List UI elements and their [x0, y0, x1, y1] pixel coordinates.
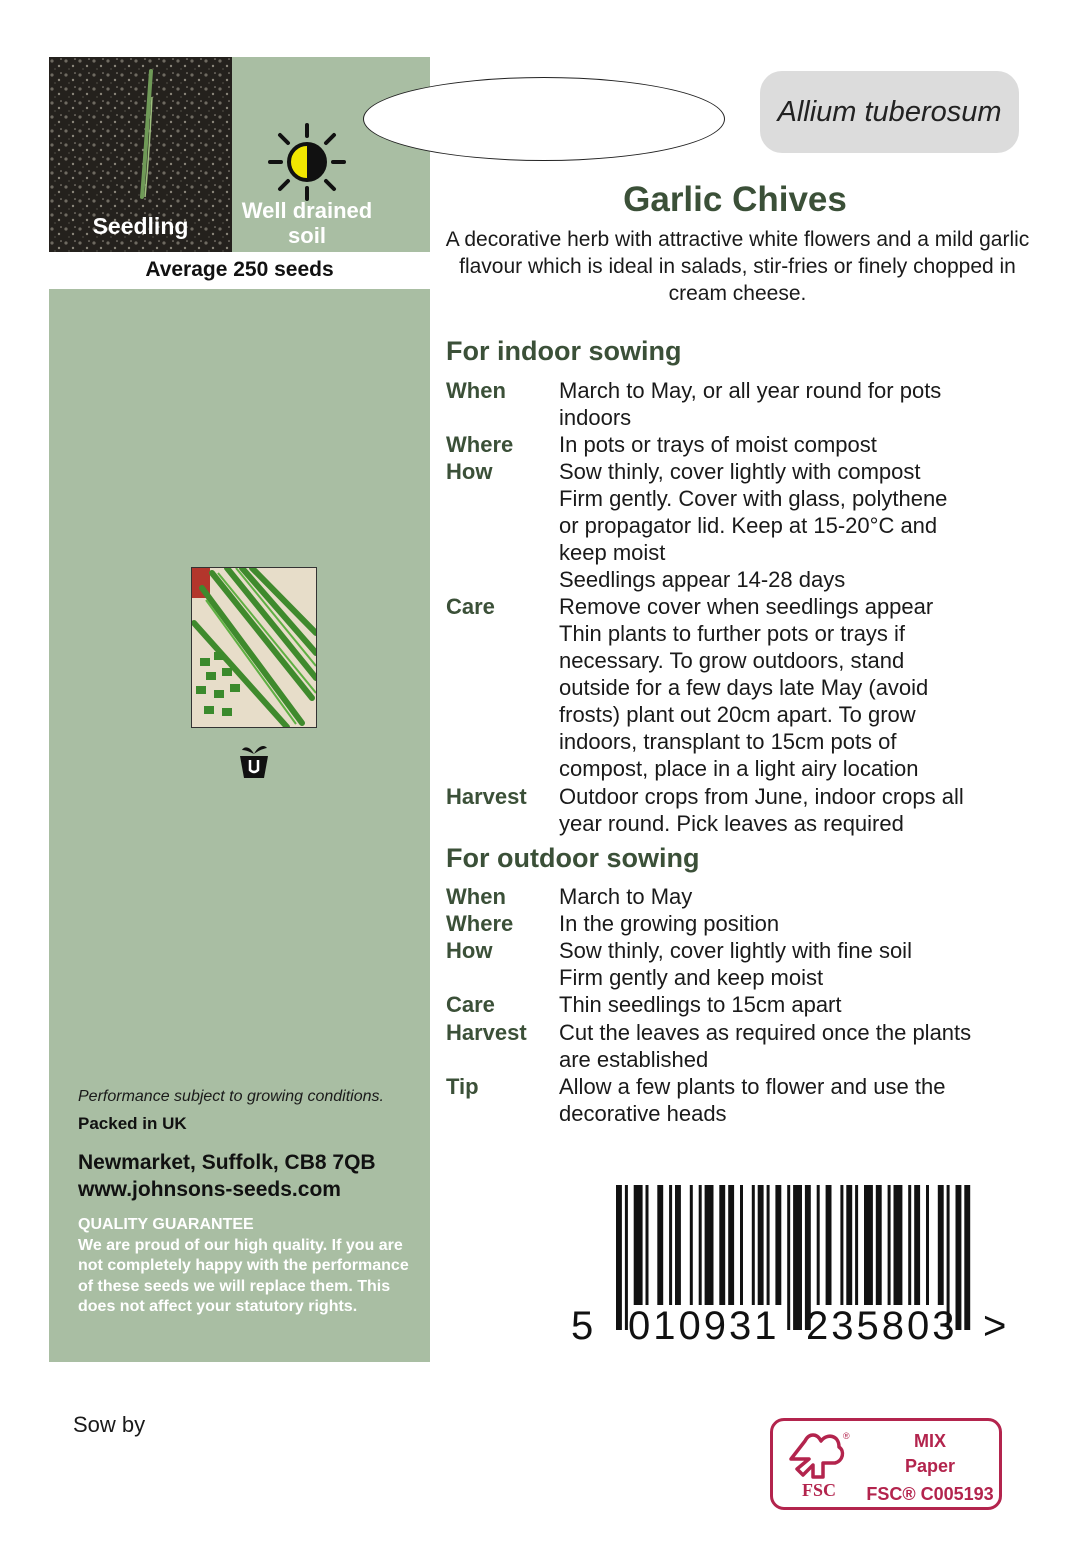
barcode-bar — [728, 1185, 734, 1305]
barcode-bar — [964, 1185, 970, 1330]
barcode-bar — [914, 1185, 920, 1305]
barcode-bar — [699, 1185, 702, 1305]
row-key: Where — [446, 911, 514, 936]
barcode-bar — [826, 1185, 832, 1305]
quality-title: QUALITY GUARANTEE — [78, 1216, 254, 1233]
fsc-code: FSC® C005193 — [866, 1484, 994, 1504]
outdoor-row-where — [446, 910, 1046, 937]
soil-label-line1: Well drained — [241, 198, 373, 223]
indoor-sowing-heading: For indoor sowing — [446, 336, 682, 366]
latin-name-box — [760, 71, 1019, 153]
row-value: Outdoor crops from June, indoor crops all year round. Pick leaves as required — [559, 784, 964, 836]
barcode-bar — [767, 1185, 770, 1305]
barcode-bar — [846, 1185, 852, 1305]
row-value: In pots or trays of moist compost — [559, 432, 877, 457]
barcode-bar — [646, 1185, 649, 1305]
fsc-paper: Paper — [904, 1456, 956, 1476]
barcode-left-digits: 010931 — [628, 1304, 780, 1348]
barcode-end-mark: > — [983, 1304, 1007, 1348]
row-key: How — [446, 938, 493, 963]
barcode-bar — [705, 1185, 714, 1305]
row-value: Cut the leaves as required once the plants are established — [559, 1020, 972, 1072]
row-key: How — [446, 459, 493, 484]
outdoor-sowing-heading: For outdoor sowing — [446, 843, 700, 873]
quality-text: We are proud of our high quality. If you are not completely happy with the performance of these seeds we will replace them. This does not affect your statutory rights. — [78, 1236, 409, 1316]
row-value: Sow thinly, cover lightly with fine soil Firm gently and keep moist — [559, 938, 912, 990]
fsc-logo-text: FSC — [801, 1480, 837, 1500]
quality-guarantee — [78, 1215, 423, 1318]
barcode-bar — [864, 1185, 873, 1305]
row-value: Sow thinly, cover lightly with compost Firm gently. Cover with glass, polythene or propagator lid. Keep at 15-20°C and keep moist Seedlings appear 14-28 days — [559, 459, 948, 592]
outdoor-row-care — [446, 991, 1046, 1018]
barcode-bar — [775, 1185, 781, 1305]
barcode-bar — [690, 1185, 693, 1305]
barcode-bar — [675, 1185, 681, 1305]
barcode-bar — [758, 1185, 764, 1305]
barcode-bar — [669, 1185, 672, 1305]
row-key: Where — [446, 432, 514, 457]
barcode-bar — [787, 1185, 790, 1330]
barcode-right-digits: 235803 — [806, 1304, 958, 1348]
garlic-chives-photo — [191, 567, 317, 728]
product-description: A decorative herb with attractive white flowers and a mild garlic flavour which is ideal in salads, stir-fries or finely chopped in cream cheese. — [445, 228, 1030, 305]
performance-note: Performance subject to growing conditions. — [78, 1088, 384, 1105]
outdoor-row-how — [446, 937, 1046, 991]
outdoor-row-when — [446, 883, 1046, 910]
latin-name: Allium tuberosum — [777, 95, 1002, 128]
row-value: March to May — [559, 884, 693, 909]
product-title: Garlic Chives — [623, 180, 847, 219]
fsc-mix: MIX — [913, 1431, 946, 1451]
window-cutout — [363, 77, 725, 161]
row-value: Remove cover when seedlings appear Thin plants to further pots or trays if necessary. To grow outdoors, stand outside for a few days late May (avoid frosts) plant out 20cm apart. To grow indoors, transplant to 15cm pots of compost, place in a light airy location — [559, 594, 934, 781]
indoor-row-harvest — [446, 783, 1046, 837]
barcode-bar — [855, 1185, 858, 1305]
barcode-bar — [840, 1185, 843, 1305]
indoor-row-how — [446, 458, 1046, 593]
outdoor-row-harvest — [446, 1019, 1046, 1073]
barcode-bar — [926, 1185, 929, 1305]
indoor-row-when — [446, 377, 1046, 431]
barcode-bar — [938, 1185, 944, 1305]
row-key: When — [446, 378, 506, 403]
row-key: Harvest — [446, 784, 527, 809]
website-link[interactable]: www.johnsons-seeds.com — [78, 1178, 341, 1201]
seedling-label: Seedling — [92, 213, 189, 239]
barcode-bar — [888, 1185, 891, 1305]
sun-partial-shade-icon — [268, 123, 346, 201]
row-key: Care — [446, 594, 495, 619]
barcode-bar — [793, 1185, 802, 1330]
row-value: In the growing position — [559, 911, 780, 936]
svg-text:®: ® — [843, 1431, 850, 1441]
seedling-photo — [49, 57, 232, 252]
barcode-bar — [657, 1185, 663, 1305]
seed-count: Average 250 seeds — [145, 258, 334, 281]
row-key: Tip — [446, 1074, 479, 1099]
soil-label-line2: soil — [288, 223, 326, 248]
barcode-bar — [817, 1185, 820, 1305]
barcode-first-digit: 5 — [571, 1304, 594, 1348]
fsc-badge — [770, 1418, 1002, 1510]
barcode-bar — [719, 1185, 725, 1305]
barcode-bar — [752, 1185, 755, 1305]
fsc-tree-icon — [783, 1429, 857, 1501]
packed-in: Packed in UK — [78, 1114, 187, 1133]
barcode-bar — [876, 1185, 882, 1305]
row-key: Care — [446, 992, 495, 1017]
barcode-bar — [634, 1185, 643, 1305]
row-value: March to May, or all year round for pots indoors — [559, 378, 942, 430]
johnsons-logo — [236, 742, 272, 788]
barcode-bar — [740, 1185, 743, 1305]
barcode-bar — [616, 1185, 622, 1330]
soil-label — [232, 198, 382, 248]
row-key: When — [446, 884, 506, 909]
indoor-row-care — [446, 593, 1046, 782]
row-value: Thin seedlings to 15cm apart — [559, 992, 842, 1017]
barcode-bar — [894, 1185, 903, 1305]
row-value: Allow a few plants to flower and use the decorative heads — [559, 1074, 946, 1126]
outdoor-row-tip — [446, 1073, 1046, 1127]
address-line: Newmarket, Suffolk, CB8 7QB — [78, 1151, 376, 1174]
sow-by-label: Sow by — [73, 1412, 146, 1437]
indoor-row-where — [446, 431, 1046, 458]
address-block — [78, 1149, 423, 1203]
row-key: Harvest — [446, 1020, 527, 1045]
barcode-bar — [908, 1185, 911, 1305]
